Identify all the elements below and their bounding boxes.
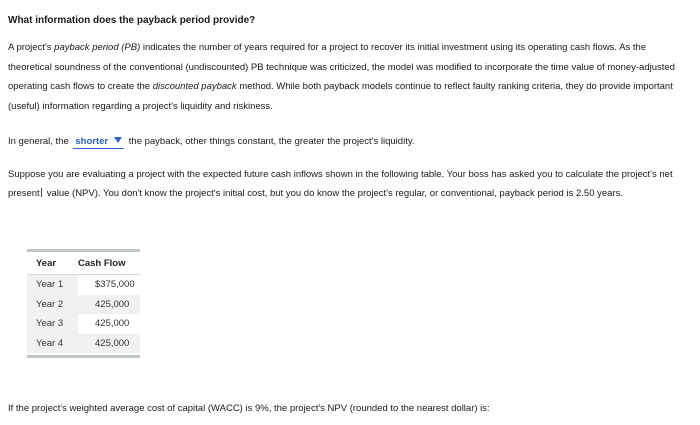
table-row: [27, 314, 140, 334]
cash-flow-cell: 425,000: [78, 334, 140, 354]
header-cash-flow: Cash Flow: [78, 252, 140, 275]
scenario-paragraph: [8, 165, 690, 203]
cash-flow-cell: 425,000: [95, 318, 130, 330]
cash-flow-table: [27, 249, 140, 358]
general-text-before: In general, the: [8, 136, 69, 147]
term-discounted-payback: discounted payback: [152, 81, 237, 92]
table-row: [27, 334, 140, 354]
intro-paragraph: [8, 38, 690, 116]
table-row: [27, 295, 140, 315]
scenario-text-1: Suppose you are evaluating a project with the expected future cash inflows shown in the following table. Your boss has asked you to calculate the project's net present: [8, 169, 673, 199]
intro-text-1: A project's: [8, 42, 55, 53]
caret-down-icon: [114, 137, 122, 143]
year-cell: Year 2: [27, 295, 78, 315]
table-header-row: [27, 252, 140, 275]
scenario-text-2: value (NPV). You don't know the project's initial cost, but you do know the project's regular, or conventional, payback period is 2.50 years.: [46, 188, 623, 199]
text-cursor-icon: [41, 188, 46, 197]
intro-text-2: indicates the number of years required for a project to recover its initial investment using its operating cash flows. As the theoretical soundness of the conventional (undiscounted) PB technique was criticized, the model was modified to incorporate the time value of money-adjusted operating cash flows to create the: [8, 42, 675, 92]
header-year: Year: [27, 252, 78, 275]
general-statement: [8, 132, 690, 151]
liquidity-dropdown[interactable]: [73, 135, 124, 149]
year-cell: Year 3: [27, 314, 78, 334]
year-cell: Year 1: [27, 275, 78, 295]
question-title: What information does the payback period provide?: [8, 15, 256, 26]
cash-flow-cell: 425,000: [78, 295, 140, 315]
general-text-after: the payback, other things constant, the greater the project's liquidity.: [128, 136, 415, 147]
table-bottom-rule: [27, 355, 140, 358]
table-row: [27, 275, 140, 295]
npv-question: If the project's weighted average cost of capital (WACC) is 9%, the project's NPV (rounded to the nearest dollar) is:: [8, 403, 490, 414]
year-cell: Year 4: [27, 334, 78, 354]
cash-flow-cell: $375,000: [95, 279, 135, 291]
term-payback-period: payback period (PB): [54, 42, 141, 53]
dropdown-selected-value: shorter: [75, 136, 109, 147]
intro-text-3: method. While both payback models continue to reflect faulty ranking criteria, they do provide important (useful) information regarding a project's liquidity and riskiness.: [8, 81, 673, 112]
